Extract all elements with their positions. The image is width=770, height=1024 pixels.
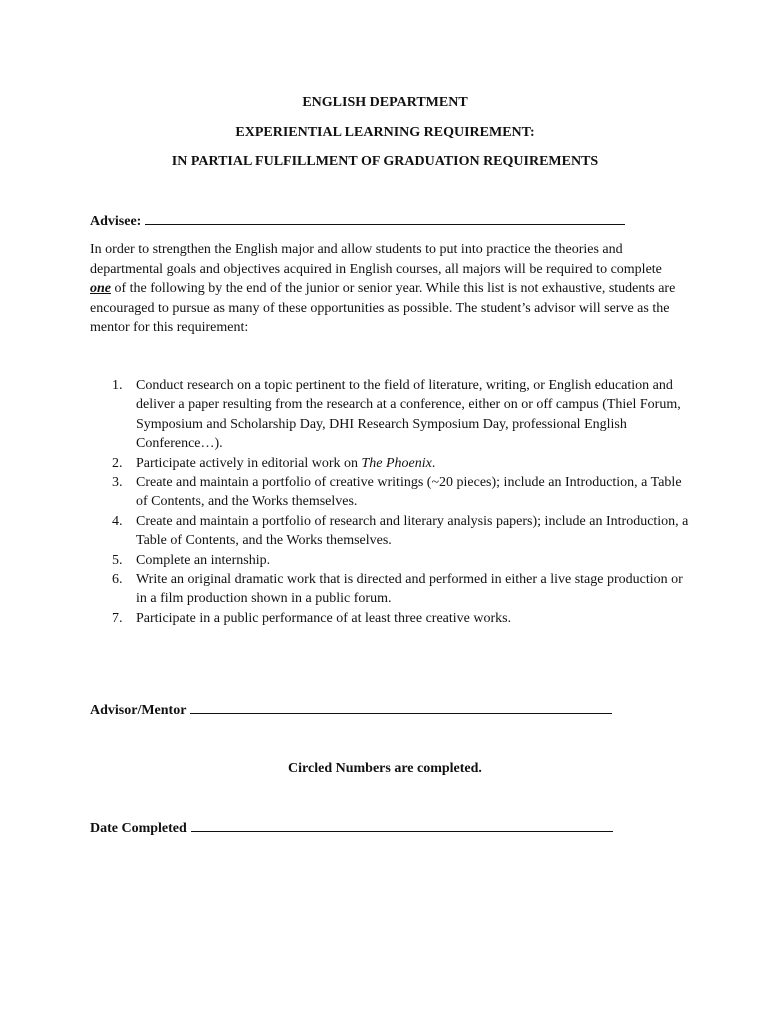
circled-numbers-note: Circled Numbers are completed.	[288, 761, 482, 776]
advisor-mentor-field	[90, 701, 612, 720]
list-item-number: 7.	[112, 610, 123, 626]
advisor-mentor-label: Advisor/Mentor	[90, 703, 187, 718]
requirements-list	[90, 376, 690, 628]
list-item	[90, 473, 690, 512]
advisee-blank-line[interactable]	[145, 212, 625, 225]
fulfillment-subtitle: IN PARTIAL FULFILLMENT OF GRADUATION REQUIREMENTS	[171, 154, 599, 169]
list-item-number: 4.	[112, 513, 123, 529]
intro-emphasis: one	[90, 281, 111, 296]
list-item	[90, 551, 690, 570]
list-item-text: Complete an internship.	[136, 552, 271, 568]
list-item-text: Create and maintain a portfolio of research and literary analysis papers); include an Introduction, a Table of Contents, and the Works themselves.	[136, 513, 689, 549]
advisor-mentor-blank-line[interactable]	[190, 701, 612, 714]
list-item-tail: .	[431, 455, 436, 471]
list-item-number: 2.	[112, 455, 123, 471]
advisee-label: Advisee:	[90, 214, 142, 229]
date-completed-label: Date Completed	[90, 821, 187, 836]
intro-paragraph	[90, 240, 676, 338]
list-item-number: 5.	[112, 552, 123, 568]
list-item-text: Conduct research on a topic pertinent to the field of literature, writing, or English education and deliver a paper resulting from the research at a conference, either on or off campus (Thiel Forum, Symposium and Scholarship Day, DHI Research Symposium Day, professional English Conference…).	[136, 378, 681, 452]
list-item-number: 3.	[112, 475, 123, 491]
list-item	[90, 376, 690, 454]
list-item	[90, 454, 690, 473]
intro-text-part1: In order to strengthen the English major and allow students to put into practice the theories and departmental goals and objectives acquired in English courses, all majors will be required to complete	[90, 242, 662, 277]
list-item	[90, 512, 690, 551]
list-item-text: Participate actively in editorial work on	[136, 455, 362, 471]
department-title: ENGLISH DEPARTMENT	[302, 95, 468, 110]
list-item-text: Write an original dramatic work that is directed and performed in either a live stage production or in a film production shown in a public forum.	[136, 572, 683, 607]
date-completed-field	[90, 819, 613, 838]
list-item	[90, 609, 690, 628]
list-item-number: 1.	[112, 378, 123, 393]
publication-title: The Phoenix	[361, 455, 432, 471]
intro-text-part2: of the following by the end of the junior or senior year. While this list is not exhaustive, students are encouraged to pursue as many of these opportunities as possible. The student’s advisor will serve as the mentor for this requirement:	[90, 281, 676, 335]
date-completed-blank-line[interactable]	[191, 819, 613, 832]
list-item	[90, 570, 690, 609]
requirement-title: EXPERIENTIAL LEARNING REQUIREMENT:	[235, 125, 535, 140]
advisee-field	[90, 212, 625, 231]
list-item-number: 6.	[112, 572, 123, 588]
list-item-text: Create and maintain a portfolio of creative writings (~20 pieces); include an Introduction, a Table of Contents, and the Works themselves.	[136, 475, 682, 510]
list-item-text: Participate in a public performance of at least three creative works.	[136, 610, 512, 626]
